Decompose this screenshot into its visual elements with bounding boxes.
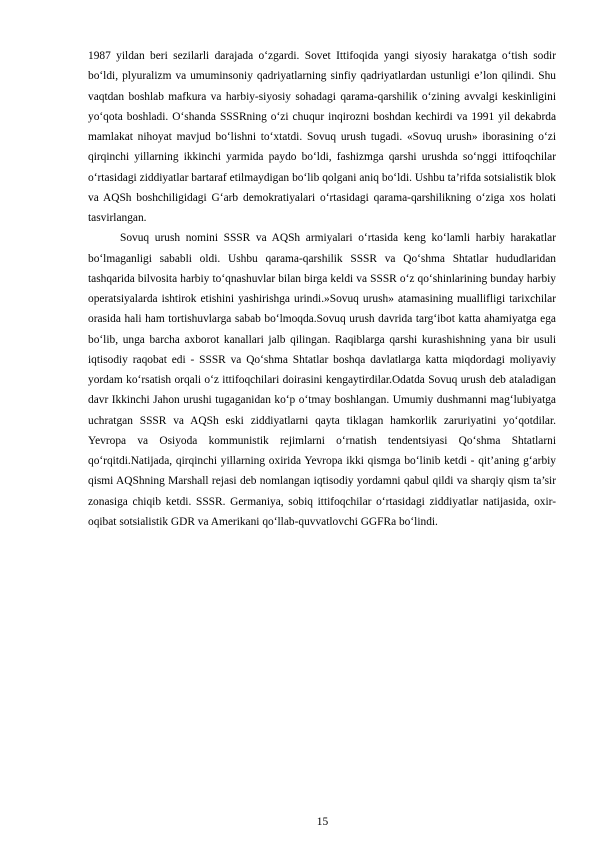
paragraph-2: Sovuq urush nomini SSSR va AQSh armiyalari o‘rtasida keng ko‘lamli harbiy harakatlar bo‘lmaganligi sababli oldi. Ushbu qarama-qarshilik SSSR va Qo‘shma Shtatlar hududlaridan tashqarida bilvosita harbiy to‘qnashuvlar bilan birga keldi va SSSR o‘z qo‘shinlarining bunday harbiy operatsiyalarda ishtirok etishini yashirishga urindi.»Sovuq urush» atamasining muallifligi tarixchilar orasida hali ham tortishuvlarga sabab bo‘lmoqda.Sovuq urush davrida targ‘ibot katta ahamiyatga ega bo‘lib, unga barcha axborot kanallari jalb qilingan. Raqiblarga qarshi kurashishning yana bir usuli iqtisodiy raqobat edi - SSSR va Qo‘shma Shtatlar boshqa davlatlarga katta miqdordagi moliyaviy yordam ko‘rsatish orqali o‘z ittifoqchilari doirasini kengaytirdilar.Odatda Sovuq urush deb ataladigan davr Ikkinchi Jahon urushi tugaganidan ko‘p o‘tmay boshlangan. Umumiy dushmanni mag‘lubiyatga uchratgan SSSR va AQSh eski ziddiyatlarni qayta tiklagan hamkorlik zaruriyatini yo‘qotdilar. Yevropa va Osiyoda kommunistik rejimlarni o‘rnatish tendentsiyasi Qo‘shma Shtatlarni qo‘rqitdi.Natijada, qirqinchi yillarning oxirida Yevropa ikki qismga bo‘linib ketdi - qit’aning g‘arbiy qismi AQShning Marshall rejasi deb nomlangan iqtisodiy yordamni qabul qildi va sharqiy qism ta’sir zonasiga chiqib ketdi. SSSR. Germaniya, sobiq ittifoqchilar o‘rtasidagi ziddiyatlar natijasida, oxir-oqibat sotsialistik GDR va Amerikani qo‘llab-quvvatlovchi GGFRa bo‘lindi. — [88, 232, 556, 528]
page-number: 15 — [316, 816, 329, 828]
paragraph-1: 1987 yildan beri sezilarli darajada o‘zgardi. Sovet Ittifoqida yangi siyosiy harakatga o‘tish sodir bo‘ldi, plyuralizm va umuminsoniy qadriyatlarning sinfiy qadriyatlardan ustunligi e’lon qilindi. Shu vaqtdan boshlab mafkura va harbiy-siyosiy sohadagi qarama-qarshilik o‘zining avvalgi keskinligini yo‘qota boshladi. O‘shanda SSSRning o‘zi chuqur inqirozni boshdan kechirdi va 1991 yil dekabrda mamlakat nihoyat mavjud bo‘lishni to‘xtatdi. Sovuq urush tugadi. «Sovuq urush» iborasining o‘zi qirqinchi yillarning ikkinchi yarmida paydo bo‘ldi, fashizmga qarshi urushda so‘nggi ittifoqchilar o‘rtasidagi ziddiyatlar bartaraf etilmaydigan bo‘lib qolgani aniq bo‘ldi. Ushbu ta’rifda sotsialistik blok va AQSh boshchiligidagi G‘arb demokratiyalari o‘rtasidagi qarama-qarshilikning o‘ziga xos holati tasvirlangan. — [88, 50, 556, 224]
document-page — [88, 46, 556, 532]
